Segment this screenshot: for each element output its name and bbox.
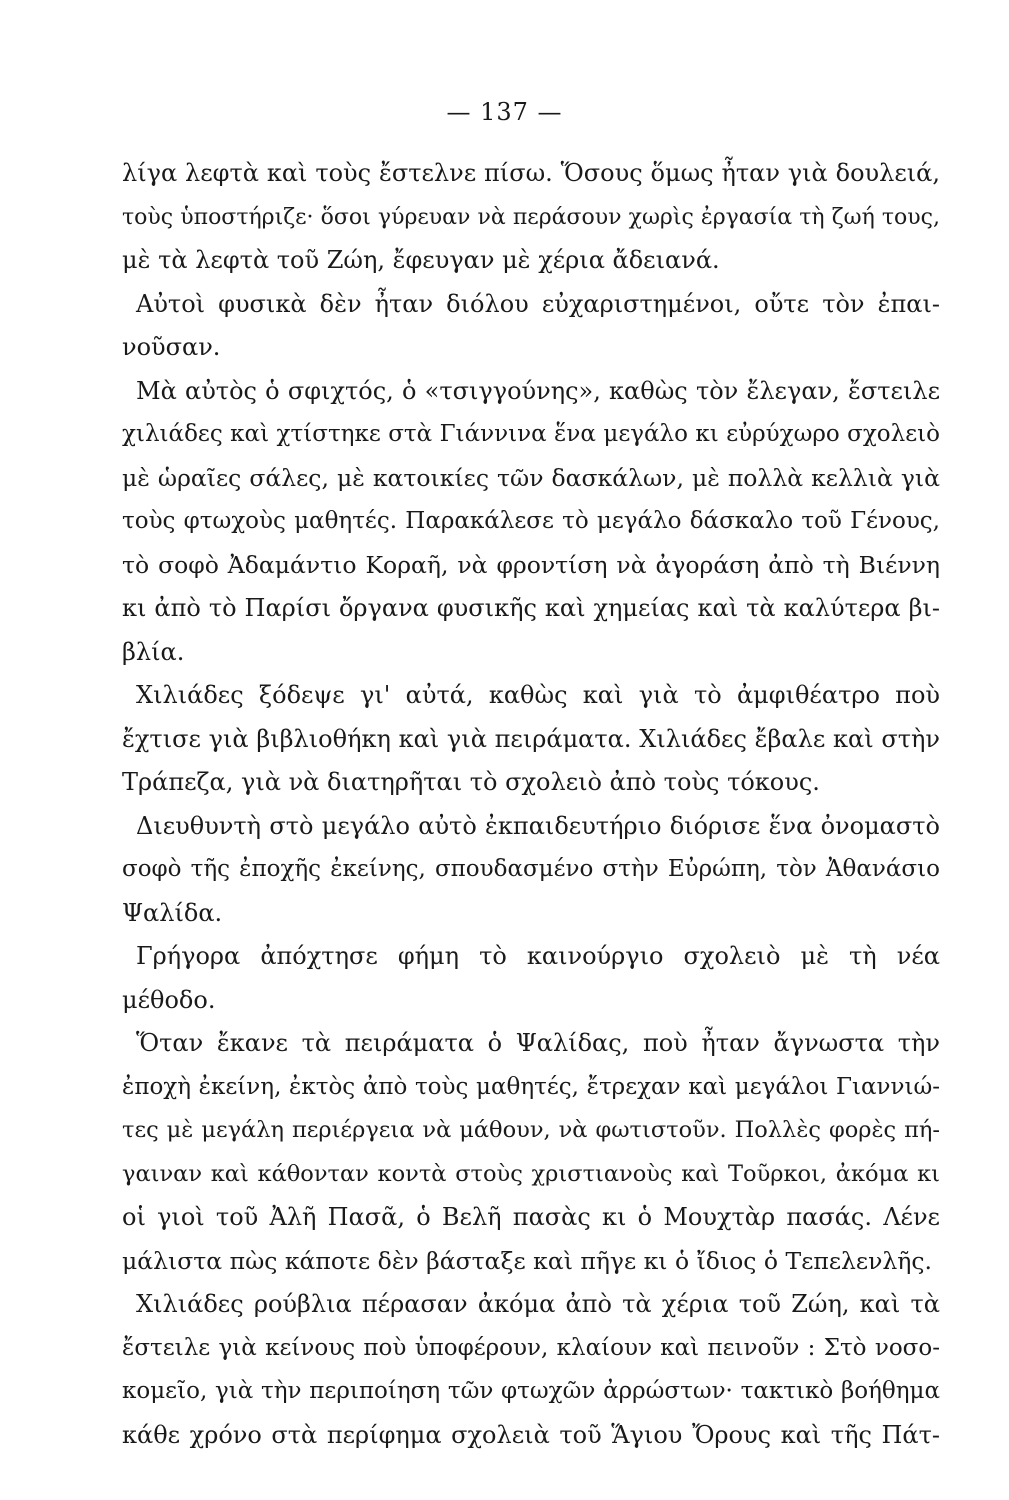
text-line: σοφὸ τῆς ἐποχῆς ἐκείνης, σπουδασμένο στὴν Εὐρώπη, τὸν Ἀθανάσιο: [122, 856, 940, 882]
text-line: κι ἀπὸ τὸ Παρίσι ὄργανα φυσικῆς καὶ χημείας καὶ τὰ καλύτερα βι-: [122, 594, 940, 622]
text-line: κάθε χρόνο στὰ περίφημα σχολειὰ τοῦ Ἅγιου Ὄρους καὶ τῆς Πάτ-: [122, 1420, 940, 1449]
text-line: Ψαλίδα.: [122, 898, 223, 927]
text-line: Αὐτοὶ φυσικὰ δὲν ἦταν διόλου εὐχαριστημένοι, οὔτε τὸν ἐπαι-: [136, 289, 940, 318]
page-number: — 137 —: [446, 98, 563, 126]
text-line: ἐποχὴ ἐκείνη, ἐκτὸς ἀπὸ τοὺς μαθητές, ἔτρεχαν καὶ μεγάλοι Γιαννιώ-: [122, 1073, 940, 1100]
text-line: γαιναν καὶ κάθονταν κοντὰ στοὺς χριστιανοὺς καὶ Τοῦρκοι, ἀκόμα κι: [122, 1160, 940, 1187]
text-line: Ὅταν ἔκανε τὰ πειράματα ὁ Ψαλίδας, ποὺ ἦταν ἄγνωστα τὴν: [136, 1029, 940, 1057]
text-line: τες μὲ μεγάλη περιέργεια νὰ μάθουν, νὰ φωτιστοῦν. Πολλὲς φορὲς πή-: [122, 1117, 940, 1143]
text-line: μὲ τὰ λεφτὰ τοῦ Ζώη, ἔφευγαν μὲ χέρια ἄδειανά.: [122, 246, 720, 274]
text-line: λίγα λεφτὰ καὶ τοὺς ἔστελνε πίσω. Ὅσους ὅμως ἦταν γιὰ δουλειά,: [122, 159, 940, 187]
text-line: μὲ ὡραῖες σάλες, μὲ κατοικίες τῶν δασκάλων, μὲ πολλὰ κελλιὰ γιὰ: [122, 463, 940, 492]
text-line: Διευθυντὴ στὸ μεγάλο αὐτὸ ἐκπαιδευτήριο διόρισε ἕνα ὀνομαστὸ: [136, 811, 940, 840]
text-line: χιλιάδες καὶ χτίστηκε στὰ Γιάννινα ἕνα μεγάλο κι εὐρύχωρο σχολειὸ: [122, 421, 940, 447]
text-line: νοῦσαν.: [122, 333, 221, 361]
text-line: μάλιστα πὼς κάποτε δὲν βάσταξε καὶ πῆγε κι ὁ ἴδιος ὁ Τεπελενλῆς.: [122, 1246, 932, 1275]
text-line: Χιλιάδες ρούβλια πέρασαν ἀκόμα ἀπὸ τὰ χέρια τοῦ Ζώη, καὶ τὰ: [136, 1290, 940, 1318]
text-line: ἔστειλε γιὰ κείνους ποὺ ὑποφέρουν, κλαίουν καὶ πεινοῦν : Στὸ νοσο-: [122, 1334, 940, 1361]
body-text: [122, 152, 940, 1457]
text-line: Τράπεζα, γιὰ νὰ διατηρῆται τὸ σχολειὸ ἀπὸ τοὺς τόκους.: [122, 768, 820, 796]
text-line: τοὺς φτωχοὺς μαθητές. Παρακάλεσε τὸ μεγάλο δάσκαλο τοῦ Γένους,: [122, 508, 940, 534]
text-line: βλία.: [122, 637, 185, 666]
text-line: Χιλιάδες ξόδεψε γι' αὐτά, καθὼς καὶ γιὰ τὸ ἀμφιθέατρο ποὺ: [136, 681, 940, 709]
text-line: μέθοδο.: [122, 985, 216, 1014]
text-line: ἔχτισε γιὰ βιβλιοθήκη καὶ γιὰ πειράματα. Χιλιάδες ἔβαλε καὶ στὴν: [122, 724, 940, 753]
text-line: οἱ γιοὶ τοῦ Ἀλῆ Πασᾶ, ὁ Βελῆ πασὰς κι ὁ Μουχτὰρ πασάς. Λένε: [122, 1203, 940, 1231]
text-line: κομεῖο, γιὰ τὴν περιποίηση τῶν φτωχῶν ἀρρώστων· τακτικὸ βοήθημα: [122, 1378, 940, 1404]
text-line: τοὺς ὑποστήριζε· ὅσοι γύρευαν νὰ περάσουν χωρὶς ἐργασία τὴ ζωή τους,: [122, 204, 940, 230]
text-line: Γρήγορα ἀπόχτησε φήμη τὸ καινούργιο σχολειὸ μὲ τὴ νέα: [136, 942, 940, 970]
text-line: Μὰ αὐτὸς ὁ σφιχτός, ὁ «τσιγγούνης», καθὼς τὸν ἔλεγαν, ἔστειλε: [136, 376, 940, 405]
text-line: τὸ σοφὸ Ἀδαμάντιο Κοραῆ, νὰ φροντίση νὰ ἀγοράση ἀπὸ τὴ Βιέννη: [122, 550, 940, 579]
